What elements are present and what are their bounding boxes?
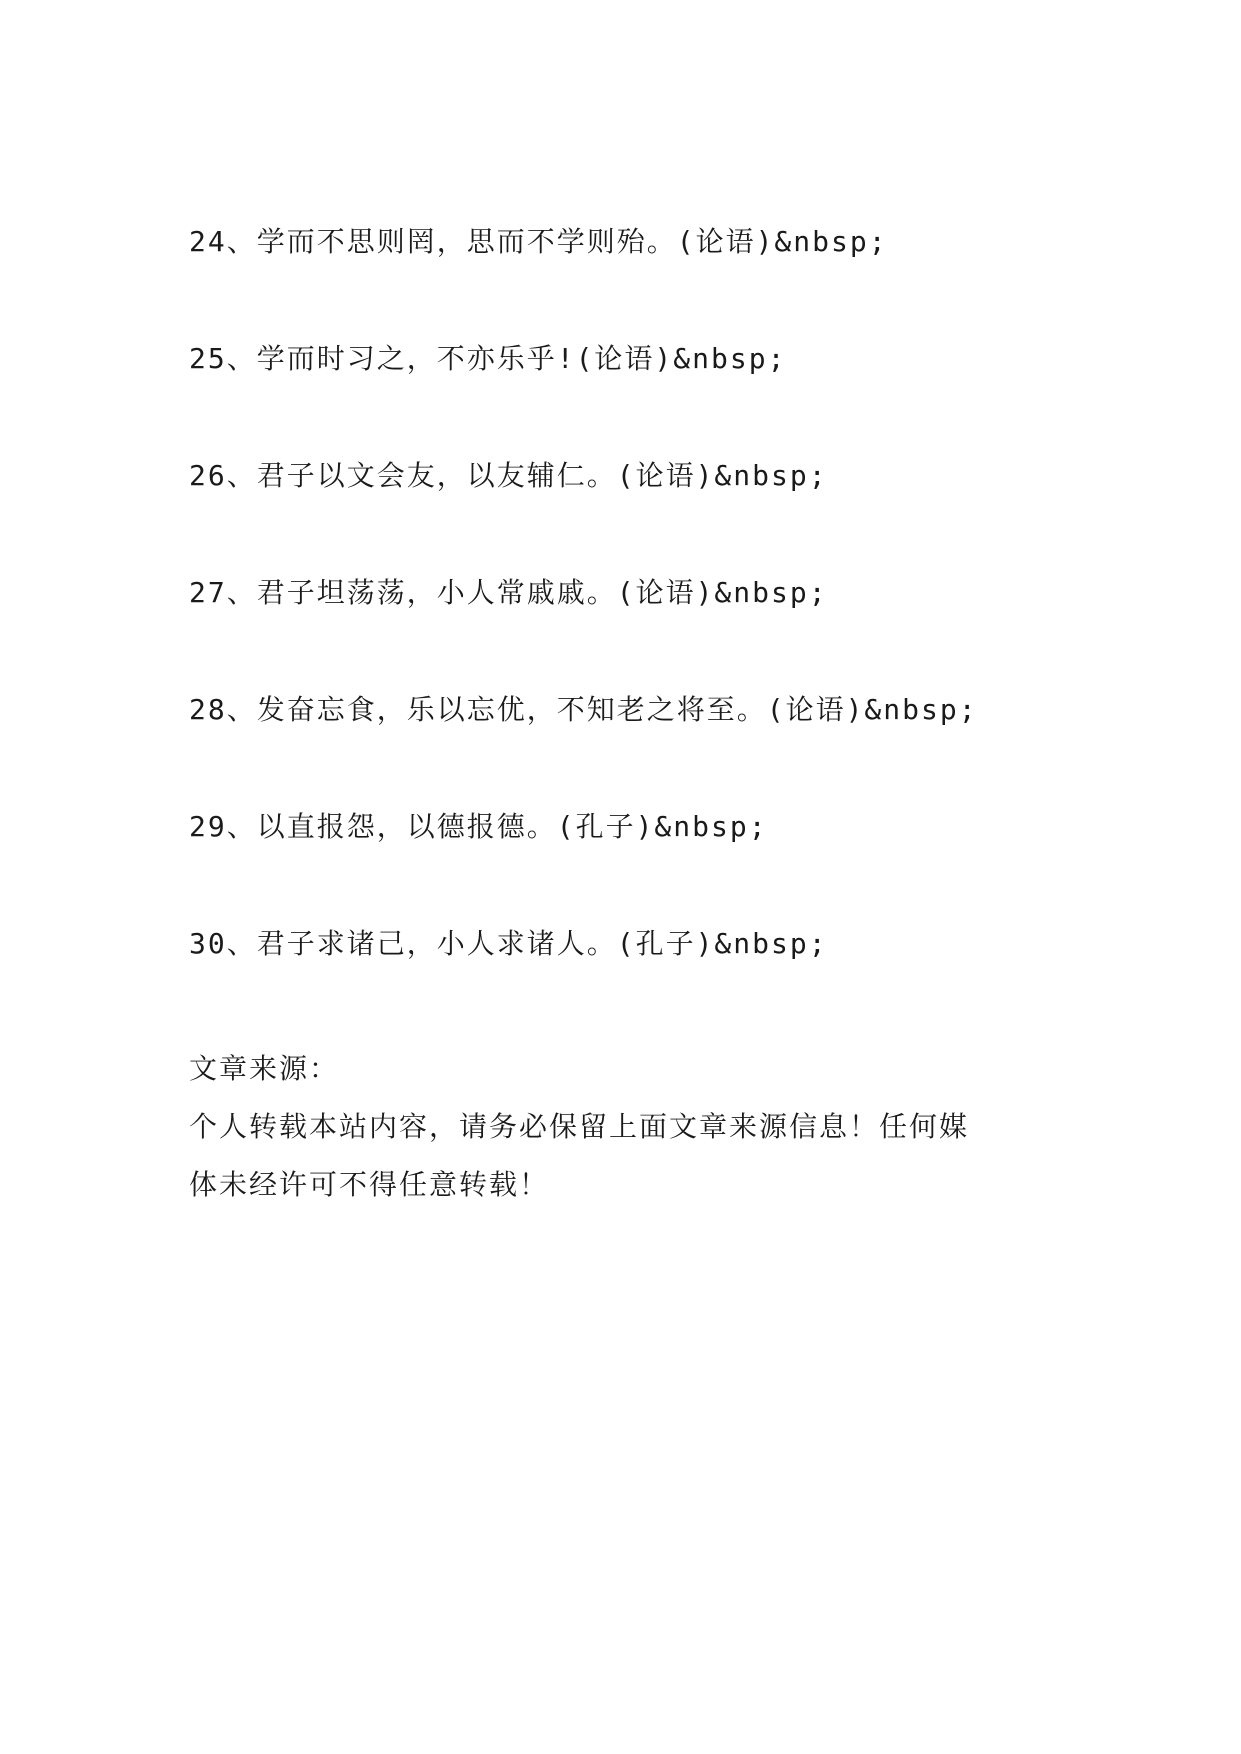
copyright-notice-line-1: 个人转载本站内容，请务必保留上面文章来源信息！任何媒: [189, 1110, 970, 1143]
quote-line: 28、发奋忘食，乐以忘优，不知老之将至。(论语)&nbsp;: [189, 693, 978, 726]
quote-line: 30、君子求诸己，小人求诸人。(孔子)&nbsp;: [189, 927, 828, 960]
quote-line: 26、君子以文会友，以友辅仁。(论语)&nbsp;: [189, 459, 828, 492]
quote-line: 29、以直报怨，以德报德。(孔子)&nbsp;: [189, 810, 768, 843]
quote-line: 27、君子坦荡荡，小人常戚戚。(论语)&nbsp;: [189, 576, 828, 609]
quote-line: 25、学而时习之，不亦乐乎!(论语)&nbsp;: [189, 342, 787, 375]
source-heading: 文章来源：: [189, 1052, 340, 1085]
quote-line: 24、学而不思则罔，思而不学则殆。(论语)&nbsp;: [189, 225, 888, 258]
source-notice: [189, 1040, 1069, 1214]
quote-list: [189, 222, 1069, 1041]
copyright-notice-line-2: 体未经许可不得任意转载！: [189, 1168, 550, 1201]
